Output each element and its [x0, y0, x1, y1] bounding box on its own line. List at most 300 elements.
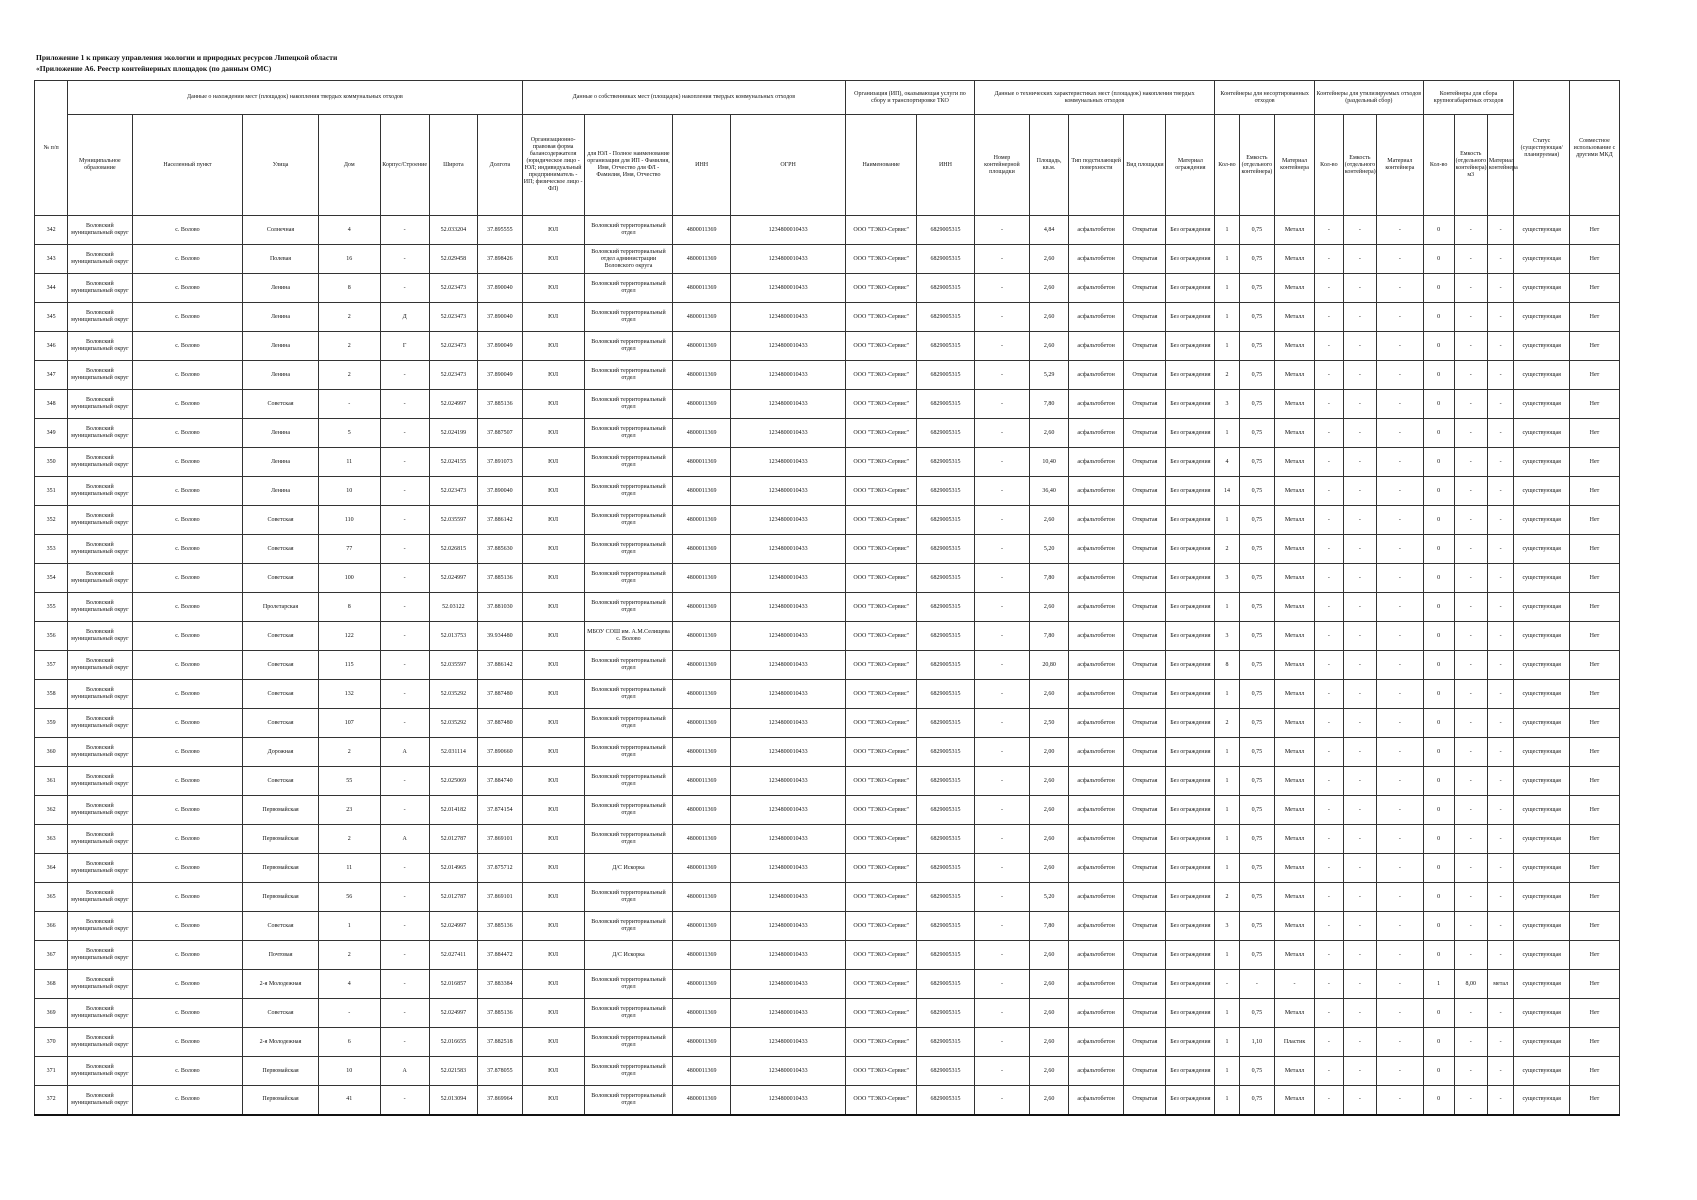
cell-lat: 52.023473	[429, 332, 478, 361]
cell-vid: Открытая	[1124, 680, 1166, 709]
cell-surf: асфальтобетон	[1068, 738, 1123, 767]
cell-korp: -	[380, 564, 429, 593]
cell-site: -	[974, 970, 1029, 999]
cell-street: Ленина	[243, 448, 318, 477]
cell-bm: -	[1487, 883, 1514, 912]
cell-status: существующая	[1514, 361, 1569, 390]
cell-bm: метал	[1487, 970, 1514, 999]
cell-house: 2	[318, 738, 380, 767]
cell-org-inn: 6829005315	[917, 970, 975, 999]
cell-rv: -	[1343, 361, 1376, 390]
cell-korp: -	[380, 1086, 429, 1115]
cell-shared: Нет	[1569, 941, 1619, 970]
cell-rc: -	[1314, 709, 1343, 738]
cell-bm: -	[1487, 303, 1514, 332]
cell-korp: -	[380, 941, 429, 970]
cell-surf: асфальтобетон	[1068, 1086, 1123, 1115]
cell-rc: -	[1314, 651, 1343, 680]
header-house: Дом	[318, 115, 380, 216]
cell-status: существующая	[1514, 999, 1569, 1028]
cell-owner: МБОУ СОШ им. А.М.Селищева с. Волово	[584, 622, 673, 651]
cell-mo: Воловский муниципальный округ	[68, 593, 132, 622]
table-row	[35, 361, 1620, 390]
cell-org-inn: 6829005315	[917, 1028, 975, 1057]
cell-shared: Нет	[1569, 738, 1619, 767]
cell-status: существующая	[1514, 506, 1569, 535]
cell-surf: асфальтобетон	[1068, 651, 1123, 680]
cell-shared: Нет	[1569, 709, 1619, 738]
table-row	[35, 854, 1620, 883]
cell-lon: 37.885136	[478, 564, 522, 593]
cell-rc: -	[1314, 1057, 1343, 1086]
cell-house: 2	[318, 941, 380, 970]
cell-street: Почтовая	[243, 941, 318, 970]
cell-bm: -	[1487, 419, 1514, 448]
cell-bm: -	[1487, 332, 1514, 361]
cell-bv: -	[1454, 680, 1487, 709]
cell-korp: -	[380, 593, 429, 622]
cell-mm: Металл	[1275, 825, 1315, 854]
header-group-bulky: Контейнеры для сбора крупногабаритных отходов	[1423, 81, 1514, 115]
cell-status: существующая	[1514, 303, 1569, 332]
cell-org: ООО "ТЭКО-Сервис"	[846, 738, 917, 767]
cell-area: 2,60	[1030, 1057, 1069, 1086]
cell-lat: 52.016857	[429, 970, 478, 999]
cell-mo: Воловский муниципальный округ	[68, 564, 132, 593]
cell-np: с. Волово	[132, 361, 243, 390]
cell-inn: 4800011369	[673, 883, 731, 912]
cell-owner: Воловский территориальный отдел	[584, 361, 673, 390]
cell-bv: -	[1454, 709, 1487, 738]
cell-site: -	[974, 709, 1029, 738]
header-site-number: Номер контейнерной площадки	[974, 115, 1029, 216]
cell-mm: Металл	[1275, 506, 1315, 535]
cell-lon: 37.869964	[478, 1086, 522, 1115]
cell-np: с. Волово	[132, 245, 243, 274]
cell-ogrn: 1234800010433	[730, 419, 845, 448]
header-group-recycle: Контейнеры для утилизируемых отходов (раздельный сбор)	[1314, 81, 1423, 115]
cell-vid: Открытая	[1124, 999, 1166, 1028]
cell-rc: -	[1314, 941, 1343, 970]
cell-n: 367	[35, 941, 68, 970]
cell-rc: -	[1314, 680, 1343, 709]
cell-mv: 0,75	[1239, 564, 1274, 593]
cell-bm: -	[1487, 999, 1514, 1028]
cell-mv: 0,75	[1239, 738, 1274, 767]
cell-status: существующая	[1514, 245, 1569, 274]
cell-bv: -	[1454, 361, 1487, 390]
header-site-type: Вид площадки	[1124, 115, 1166, 216]
cell-rm: -	[1377, 999, 1424, 1028]
cell-form: ЮЛ	[522, 506, 584, 535]
cell-status: существующая	[1514, 622, 1569, 651]
table-row	[35, 970, 1620, 999]
cell-org-inn: 6829005315	[917, 941, 975, 970]
document-caption	[36, 52, 337, 74]
cell-rm: -	[1377, 593, 1424, 622]
cell-korp: -	[380, 651, 429, 680]
table-row	[35, 245, 1620, 274]
cell-inn: 4800011369	[673, 796, 731, 825]
cell-owner: Воловский территориальный отдел	[584, 535, 673, 564]
cell-rm: -	[1377, 535, 1424, 564]
cell-street: Первомайская	[243, 883, 318, 912]
cell-lat: 52.023473	[429, 361, 478, 390]
cell-bv: -	[1454, 216, 1487, 245]
cell-vid: Открытая	[1124, 390, 1166, 419]
cell-n: 349	[35, 419, 68, 448]
cell-street: Первомайская	[243, 1086, 318, 1115]
header-street: Улица	[243, 115, 318, 216]
cell-bv: -	[1454, 274, 1487, 303]
cell-mo: Воловский муниципальный округ	[68, 1057, 132, 1086]
cell-fence: Без ограждения	[1166, 390, 1215, 419]
cell-area: 2,50	[1030, 709, 1069, 738]
cell-org: ООО "ТЭКО-Сервис"	[846, 419, 917, 448]
cell-bm: -	[1487, 622, 1514, 651]
cell-owner: Воловский территориальный отдел администрации Воловского округа	[584, 245, 673, 274]
cell-site: -	[974, 361, 1029, 390]
table-row	[35, 506, 1620, 535]
cell-org: ООО "ТЭКО-Сервис"	[846, 1057, 917, 1086]
cell-org-inn: 6829005315	[917, 535, 975, 564]
cell-mm: Металл	[1275, 767, 1315, 796]
cell-bv: -	[1454, 1086, 1487, 1115]
cell-area: 2,00	[1030, 738, 1069, 767]
header-mixed-count: Кол-во	[1215, 115, 1239, 216]
cell-bv: -	[1454, 825, 1487, 854]
cell-house: 2	[318, 332, 380, 361]
cell-house: 2	[318, 361, 380, 390]
header-bulky-volume: Емкость (отдельного контейнера) м3	[1454, 115, 1487, 216]
cell-vid: Открытая	[1124, 477, 1166, 506]
cell-mo: Воловский муниципальный округ	[68, 622, 132, 651]
cell-inn: 4800011369	[673, 361, 731, 390]
cell-site: -	[974, 303, 1029, 332]
cell-surf: асфальтобетон	[1068, 593, 1123, 622]
cell-rv: -	[1343, 941, 1376, 970]
cell-house: 77	[318, 535, 380, 564]
cell-mm: Металл	[1275, 680, 1315, 709]
cell-vid: Открытая	[1124, 245, 1166, 274]
cell-org: ООО "ТЭКО-Сервис"	[846, 448, 917, 477]
cell-owner: Воловский территориальный отдел	[584, 303, 673, 332]
cell-np: с. Волово	[132, 680, 243, 709]
cell-site: -	[974, 825, 1029, 854]
cell-shared: Нет	[1569, 535, 1619, 564]
cell-mv: 0,75	[1239, 651, 1274, 680]
cell-owner: Воловский территориальный отдел	[584, 883, 673, 912]
cell-mo: Воловский муниципальный округ	[68, 796, 132, 825]
cell-org: ООО "ТЭКО-Сервис"	[846, 854, 917, 883]
cell-rc: -	[1314, 448, 1343, 477]
cell-bc: 0	[1423, 883, 1454, 912]
cell-surf: асфальтобетон	[1068, 390, 1123, 419]
cell-street: Солнечная	[243, 216, 318, 245]
cell-shared: Нет	[1569, 593, 1619, 622]
cell-mv: 0,75	[1239, 274, 1274, 303]
cell-lat: 52.014965	[429, 854, 478, 883]
cell-org-inn: 6829005315	[917, 825, 975, 854]
cell-mo: Воловский муниципальный округ	[68, 854, 132, 883]
cell-fence: Без ограждения	[1166, 622, 1215, 651]
header-legal-form: Организационно-правовая форма балансодержателя (юридическое лицо - ЮЛ; индивидуальный предприниматель - ИП; физическое лицо - ФЛ)	[522, 115, 584, 216]
cell-bv: -	[1454, 477, 1487, 506]
cell-np: с. Волово	[132, 1057, 243, 1086]
cell-mv: 0,75	[1239, 941, 1274, 970]
cell-rv: -	[1343, 390, 1376, 419]
cell-lon: 37.890040	[478, 477, 522, 506]
cell-mo: Воловский муниципальный округ	[68, 216, 132, 245]
cell-rm: -	[1377, 216, 1424, 245]
cell-org: ООО "ТЭКО-Сервис"	[846, 506, 917, 535]
cell-org: ООО "ТЭКО-Сервис"	[846, 245, 917, 274]
cell-rv: -	[1343, 738, 1376, 767]
cell-mv: 0,75	[1239, 390, 1274, 419]
cell-fence: Без ограждения	[1166, 825, 1215, 854]
cell-bc: 0	[1423, 1028, 1454, 1057]
cell-mc: 4	[1215, 448, 1239, 477]
cell-mc: 1	[1215, 680, 1239, 709]
table-row	[35, 593, 1620, 622]
cell-area: 5,29	[1030, 361, 1069, 390]
cell-lat: 52.024997	[429, 912, 478, 941]
cell-lon: 37.885136	[478, 999, 522, 1028]
cell-street: Ленина	[243, 303, 318, 332]
cell-ogrn: 1234800010433	[730, 680, 845, 709]
cell-vid: Открытая	[1124, 419, 1166, 448]
header-recycle-material: Материал контейнера	[1377, 115, 1424, 216]
cell-lat: 52.029458	[429, 245, 478, 274]
cell-surf: асфальтобетон	[1068, 564, 1123, 593]
cell-street: Советская	[243, 506, 318, 535]
cell-mc: 2	[1215, 709, 1239, 738]
cell-house: 10	[318, 477, 380, 506]
cell-bm: -	[1487, 1057, 1514, 1086]
cell-n: 348	[35, 390, 68, 419]
cell-ogrn: 1234800010433	[730, 477, 845, 506]
cell-lon: 37.883384	[478, 970, 522, 999]
cell-mv: 0,75	[1239, 883, 1274, 912]
cell-mc: 1	[1215, 738, 1239, 767]
cell-rm: -	[1377, 477, 1424, 506]
cell-bv: -	[1454, 999, 1487, 1028]
cell-area: 2,60	[1030, 303, 1069, 332]
cell-bc: 0	[1423, 361, 1454, 390]
cell-house: 1	[318, 912, 380, 941]
cell-ogrn: 1234800010433	[730, 825, 845, 854]
cell-site: -	[974, 448, 1029, 477]
cell-form: ЮЛ	[522, 332, 584, 361]
cell-bv: -	[1454, 245, 1487, 274]
table-row	[35, 999, 1620, 1028]
cell-rv: -	[1343, 854, 1376, 883]
header-municipality: Муниципальное образование	[68, 115, 132, 216]
cell-inn: 4800011369	[673, 535, 731, 564]
cell-lat: 52.033204	[429, 216, 478, 245]
cell-bc: 0	[1423, 941, 1454, 970]
cell-status: существующая	[1514, 738, 1569, 767]
cell-ogrn: 1234800010433	[730, 970, 845, 999]
cell-bm: -	[1487, 593, 1514, 622]
cell-house: -	[318, 390, 380, 419]
cell-vid: Открытая	[1124, 274, 1166, 303]
cell-n: 359	[35, 709, 68, 738]
cell-status: существующая	[1514, 709, 1569, 738]
cell-rc: -	[1314, 825, 1343, 854]
cell-bc: 0	[1423, 535, 1454, 564]
table-row	[35, 651, 1620, 680]
cell-org: ООО "ТЭКО-Сервис"	[846, 825, 917, 854]
cell-site: -	[974, 999, 1029, 1028]
cell-bc: 1	[1423, 970, 1454, 999]
cell-rm: -	[1377, 361, 1424, 390]
cell-fence: Без ограждения	[1166, 477, 1215, 506]
cell-bm: -	[1487, 767, 1514, 796]
cell-mv: 0,75	[1239, 506, 1274, 535]
cell-form: ЮЛ	[522, 767, 584, 796]
cell-inn: 4800011369	[673, 738, 731, 767]
cell-house: 132	[318, 680, 380, 709]
cell-org-inn: 6829005315	[917, 332, 975, 361]
cell-mc: 1	[1215, 506, 1239, 535]
cell-lat: 52.031114	[429, 738, 478, 767]
cell-fence: Без ограждения	[1166, 361, 1215, 390]
cell-lon: 37.874154	[478, 796, 522, 825]
cell-lat: 52.012787	[429, 883, 478, 912]
cell-mc: 3	[1215, 564, 1239, 593]
cell-n: 363	[35, 825, 68, 854]
cell-inn: 4800011369	[673, 274, 731, 303]
cell-vid: Открытая	[1124, 361, 1166, 390]
cell-bv: -	[1454, 448, 1487, 477]
cell-ogrn: 1234800010433	[730, 216, 845, 245]
cell-surf: асфальтобетон	[1068, 477, 1123, 506]
cell-surf: асфальтобетон	[1068, 680, 1123, 709]
table-row	[35, 216, 1620, 245]
cell-org-inn: 6829005315	[917, 738, 975, 767]
cell-bv: -	[1454, 564, 1487, 593]
cell-mc: 1	[1215, 1086, 1239, 1115]
cell-surf: асфальтобетон	[1068, 825, 1123, 854]
cell-org-inn: 6829005315	[917, 883, 975, 912]
cell-site: -	[974, 651, 1029, 680]
cell-bv: -	[1454, 506, 1487, 535]
cell-bc: 0	[1423, 854, 1454, 883]
cell-fence: Без ограждения	[1166, 245, 1215, 274]
cell-n: 344	[35, 274, 68, 303]
cell-lat: 52.023473	[429, 274, 478, 303]
cell-house: 122	[318, 622, 380, 651]
cell-owner: Воловский территориальный отдел	[584, 1057, 673, 1086]
cell-fence: Без ограждения	[1166, 332, 1215, 361]
cell-lon: 37.898426	[478, 245, 522, 274]
cell-fence: Без ограждения	[1166, 999, 1215, 1028]
cell-rm: -	[1377, 651, 1424, 680]
header-group-owner: Данные о собственниках мест (площадок) накопления твердых коммунальных отходов	[522, 81, 846, 115]
cell-mm: -	[1275, 970, 1315, 999]
cell-mv: 1,10	[1239, 1028, 1274, 1057]
cell-lat: 52.035597	[429, 506, 478, 535]
cell-korp: -	[380, 999, 429, 1028]
cell-rm: -	[1377, 448, 1424, 477]
cell-lon: 37.895555	[478, 216, 522, 245]
cell-street: Ленина	[243, 419, 318, 448]
cell-bv: -	[1454, 593, 1487, 622]
cell-inn: 4800011369	[673, 680, 731, 709]
header-bulky-material: Материал контейнера	[1487, 115, 1514, 216]
cell-form: ЮЛ	[522, 564, 584, 593]
cell-org: ООО "ТЭКО-Сервис"	[846, 651, 917, 680]
cell-mc: 14	[1215, 477, 1239, 506]
cell-bm: -	[1487, 535, 1514, 564]
cell-n: 365	[35, 883, 68, 912]
cell-shared: Нет	[1569, 767, 1619, 796]
cell-status: существующая	[1514, 477, 1569, 506]
cell-mm: Металл	[1275, 564, 1315, 593]
cell-site: -	[974, 564, 1029, 593]
cell-org-inn: 6829005315	[917, 419, 975, 448]
cell-street: Советская	[243, 535, 318, 564]
cell-fence: Без ограждения	[1166, 1057, 1215, 1086]
cell-rv: -	[1343, 709, 1376, 738]
cell-form: ЮЛ	[522, 1028, 584, 1057]
cell-area: 7,80	[1030, 390, 1069, 419]
cell-shared: Нет	[1569, 651, 1619, 680]
cell-org: ООО "ТЭКО-Сервис"	[846, 390, 917, 419]
cell-area: 2,60	[1030, 854, 1069, 883]
cell-mc: 1	[1215, 1057, 1239, 1086]
cell-house: 4	[318, 216, 380, 245]
cell-street: 2-я Молодежная	[243, 1028, 318, 1057]
cell-lat: 52.021583	[429, 1057, 478, 1086]
cell-lat: 52.035292	[429, 680, 478, 709]
cell-bm: -	[1487, 738, 1514, 767]
cell-owner: Воловский территориальный отдел	[584, 680, 673, 709]
cell-bv: -	[1454, 1057, 1487, 1086]
cell-rm: -	[1377, 680, 1424, 709]
cell-shared: Нет	[1569, 216, 1619, 245]
cell-form: ЮЛ	[522, 419, 584, 448]
cell-owner: Воловский территориальный отдел	[584, 767, 673, 796]
cell-n: 343	[35, 245, 68, 274]
table-row	[35, 332, 1620, 361]
cell-mm: Металл	[1275, 332, 1315, 361]
cell-form: ЮЛ	[522, 535, 584, 564]
cell-bm: -	[1487, 1086, 1514, 1115]
cell-owner: Воловский территориальный отдел	[584, 999, 673, 1028]
cell-rm: -	[1377, 767, 1424, 796]
cell-n: 372	[35, 1086, 68, 1115]
cell-site: -	[974, 477, 1029, 506]
table-row	[35, 274, 1620, 303]
cell-shared: Нет	[1569, 1028, 1619, 1057]
cell-np: с. Волово	[132, 767, 243, 796]
cell-inn: 4800011369	[673, 303, 731, 332]
cell-rv: -	[1343, 245, 1376, 274]
cell-mc: 1	[1215, 796, 1239, 825]
cell-owner: Воловский территориальный отдел	[584, 332, 673, 361]
cell-rm: -	[1377, 274, 1424, 303]
cell-ogrn: 1234800010433	[730, 709, 845, 738]
header-org-inn: ИНН	[917, 115, 975, 216]
cell-fence: Без ограждения	[1166, 738, 1215, 767]
cell-street: Ленина	[243, 477, 318, 506]
cell-mm: Металл	[1275, 709, 1315, 738]
cell-site: -	[974, 912, 1029, 941]
cell-form: ЮЛ	[522, 361, 584, 390]
cell-surf: асфальтобетон	[1068, 709, 1123, 738]
